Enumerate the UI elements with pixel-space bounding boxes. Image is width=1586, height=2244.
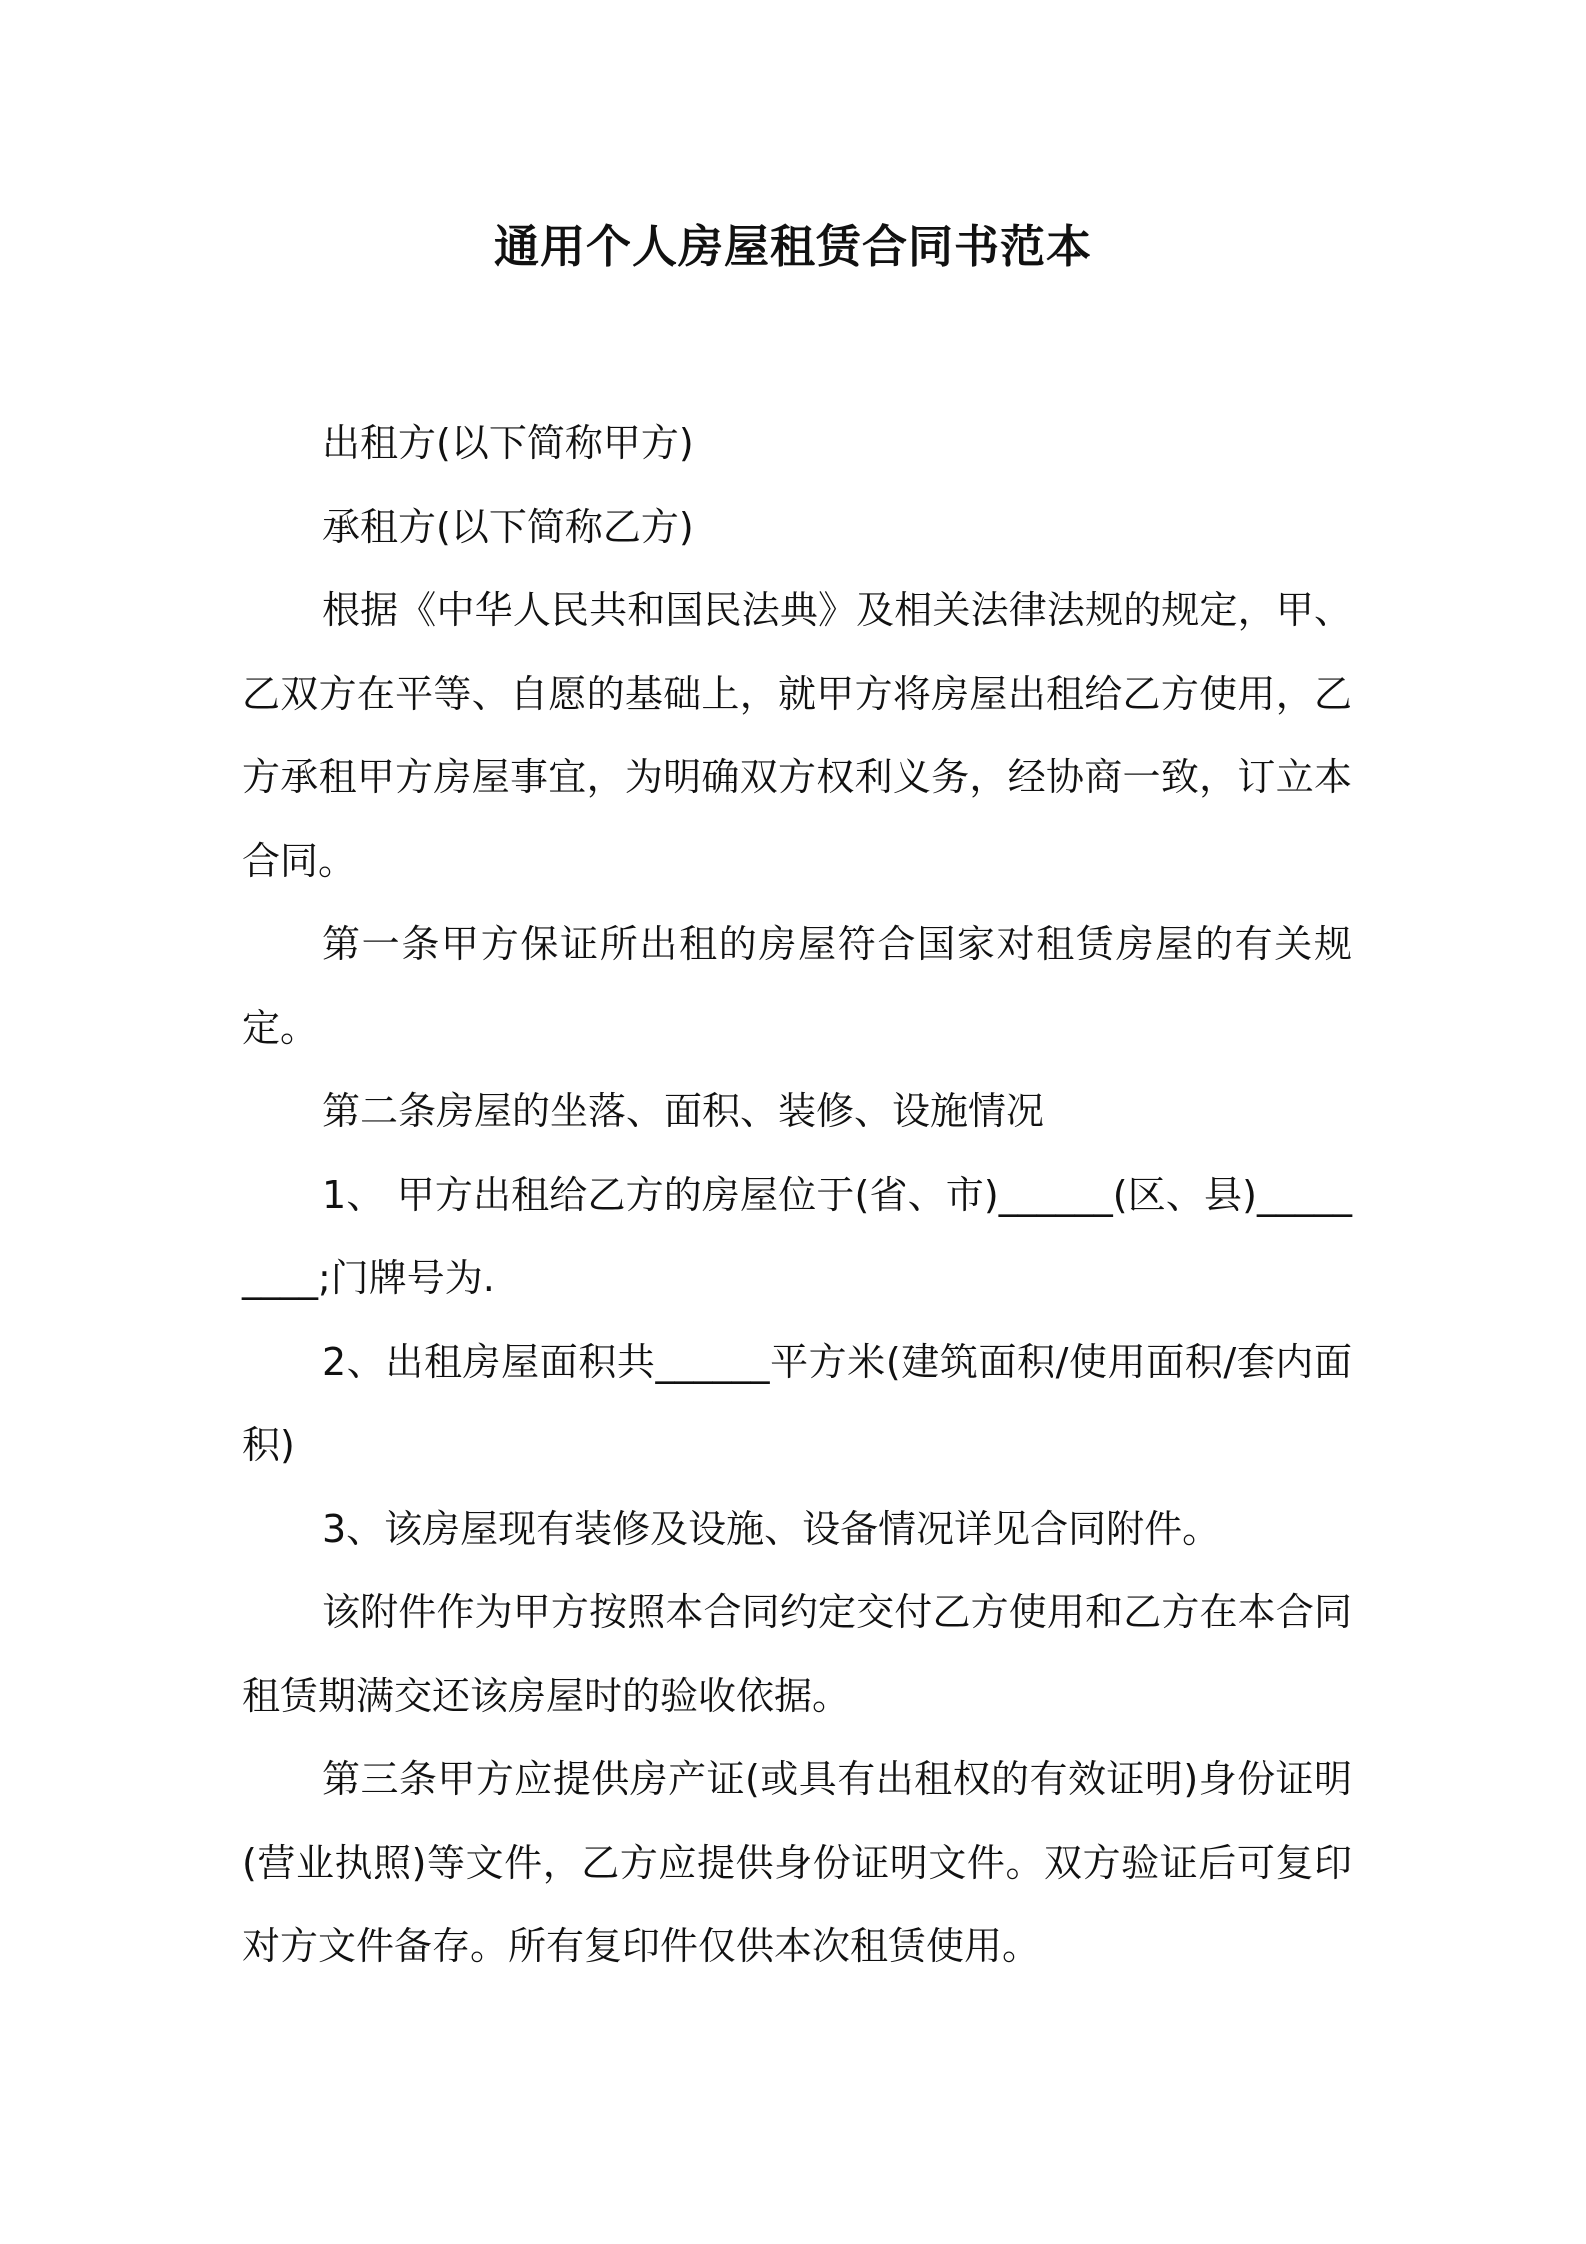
- document-title: 通用个人房屋租赁合同书范本: [493, 220, 1092, 273]
- paragraph-article-2-item-2: 2、出租房屋面积共______平方米(建筑面积/使用面积/套内面积): [242, 1339, 1352, 1467]
- paragraph-article-2-item-3: 3、该房屋现有装修及设施、设备情况详见合同附件。: [322, 1506, 1221, 1551]
- paragraph-lessee: 承租方(以下简称乙方): [322, 504, 694, 549]
- paragraph-article-1: 第一条甲方保证所出租的房屋符合国家对租赁房屋的有关规定。: [242, 922, 1352, 1050]
- paragraph-attachment-note: 该附件作为甲方按照本合同约定交付乙方使用和乙方在本合同租赁期满交还该房屋时的验收依据。: [242, 1590, 1352, 1718]
- paragraph-article-2-item-1: 1、 甲方出租给乙方的房屋位于(省、市)______(区、县)_________;门牌号为.: [242, 1172, 1352, 1300]
- document-body: [242, 402, 1352, 1989]
- paragraph-preamble: 根据《中华人民共和国民法典》及相关法律法规的规定，甲、乙双方在平等、自愿的基础上，就甲方将房屋出租给乙方使用，乙方承租甲方房屋事宜，为明确双方权利义务，经协商一致，订立本合同。: [242, 588, 1352, 883]
- paragraph-lessor: 出租方(以下简称甲方): [322, 421, 694, 465]
- paragraph-article-3: 第三条甲方应提供房产证(或具有出租权的有效证明)身份证明(营业执照)等文件，乙方应提供身份证明文件。双方验证后可复印对方文件备存。所有复印件仅供本次租赁使用。: [242, 1757, 1352, 1968]
- paragraph-article-2: 第二条房屋的坐落、面积、装修、设施情况: [322, 1089, 1045, 1133]
